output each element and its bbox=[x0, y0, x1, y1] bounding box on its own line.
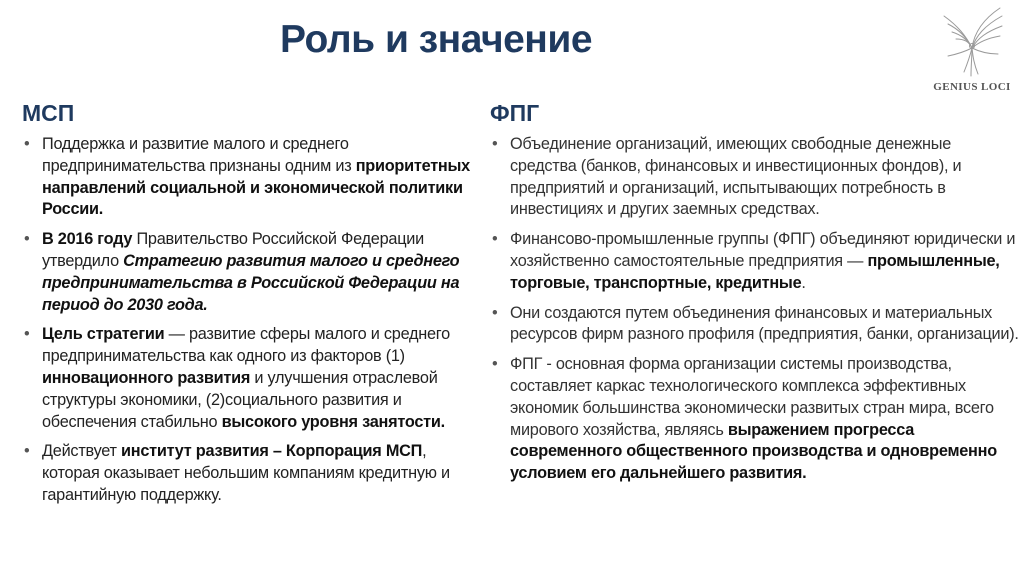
emphasis-text: институт развития – Корпорация МСП bbox=[121, 442, 423, 461]
logo-text: GENIUS LOCI bbox=[933, 81, 1011, 93]
body-text: Финансово-промышленные группы (ФПГ) объединяют юридически и хозяйственно самостоятельные предприятия — bbox=[510, 230, 1016, 270]
fpg-list bbox=[490, 134, 1020, 485]
emphasis-text: В 2016 году bbox=[42, 230, 133, 249]
msp-bullet-item bbox=[22, 229, 472, 316]
emphasis-text: Стратегию развития малого и среднего предпринимательства в Российской Федерации на период до 2030 года. bbox=[42, 251, 460, 314]
msp-bullet-item bbox=[22, 134, 472, 221]
body-text: Действует bbox=[42, 442, 122, 461]
page-title: Роль и значение bbox=[280, 18, 593, 61]
body-text: Правительство Российской Федерации утвердило bbox=[42, 230, 424, 270]
fpg-bullet-item bbox=[490, 354, 1020, 485]
emphasis-text: приоритетных направлений социальной и экономической политики России. bbox=[42, 156, 470, 219]
fpg-bullet-item bbox=[490, 229, 1020, 294]
logo bbox=[922, 2, 1022, 98]
body-text: Поддержка и развитие малого и среднего предпринимательства признаны одним из bbox=[42, 135, 356, 175]
msp-heading: МСП bbox=[22, 100, 75, 126]
body-text: Они создаются путем объединения финансовых и материальных ресурсов фирм разного профиля (предприятия, банки, организации). bbox=[510, 303, 1019, 344]
msp-bullet-item bbox=[22, 441, 472, 506]
bird-logo-icon bbox=[936, 2, 1008, 80]
fpg-heading: ФПГ bbox=[490, 100, 540, 126]
emphasis-text: выражением прогресса современного общественного производства и одновременно условием его дальнейшего развития. bbox=[510, 420, 997, 483]
body-text: Объединение организаций, имеющих свободные денежные средства (банков, финансовых и инвестиционных фондов), и предприятий и организаций, испытывающих потребность в инвестициях и других заемных средствах. bbox=[510, 135, 962, 219]
msp-list bbox=[22, 134, 472, 507]
emphasis-text: высокого уровня занятости. bbox=[221, 412, 445, 431]
body-text: , которая оказывает небольшим компаниям кредитную и гарантийную поддержку. bbox=[42, 442, 450, 504]
fpg-bullet-item bbox=[490, 303, 1020, 347]
body-text: — развитие сферы малого и среднего предпринимательства как одного из факторов (1) bbox=[42, 325, 450, 366]
fpg-column bbox=[490, 98, 1020, 493]
fpg-bullet-item bbox=[490, 134, 1020, 221]
body-text: ФПГ - основная форма организации системы производства, составляет каркас технологического комплекса эффективных экономик большинства экономически развитых стран мира, всего мирового хозяйства, являясь bbox=[510, 355, 994, 439]
emphasis-text: инновационного развития bbox=[42, 368, 251, 387]
emphasis-text: промышленные, торговые, транспортные, кредитные bbox=[510, 251, 1000, 292]
body-text: и улучшения отраслевой структуры экономики, (2)социального развития и обеспечения стабильно bbox=[42, 368, 438, 431]
msp-column bbox=[22, 98, 472, 515]
body-text: . bbox=[801, 273, 806, 292]
msp-bullet-item bbox=[22, 324, 472, 433]
emphasis-text: Цель стратегии bbox=[42, 325, 165, 344]
